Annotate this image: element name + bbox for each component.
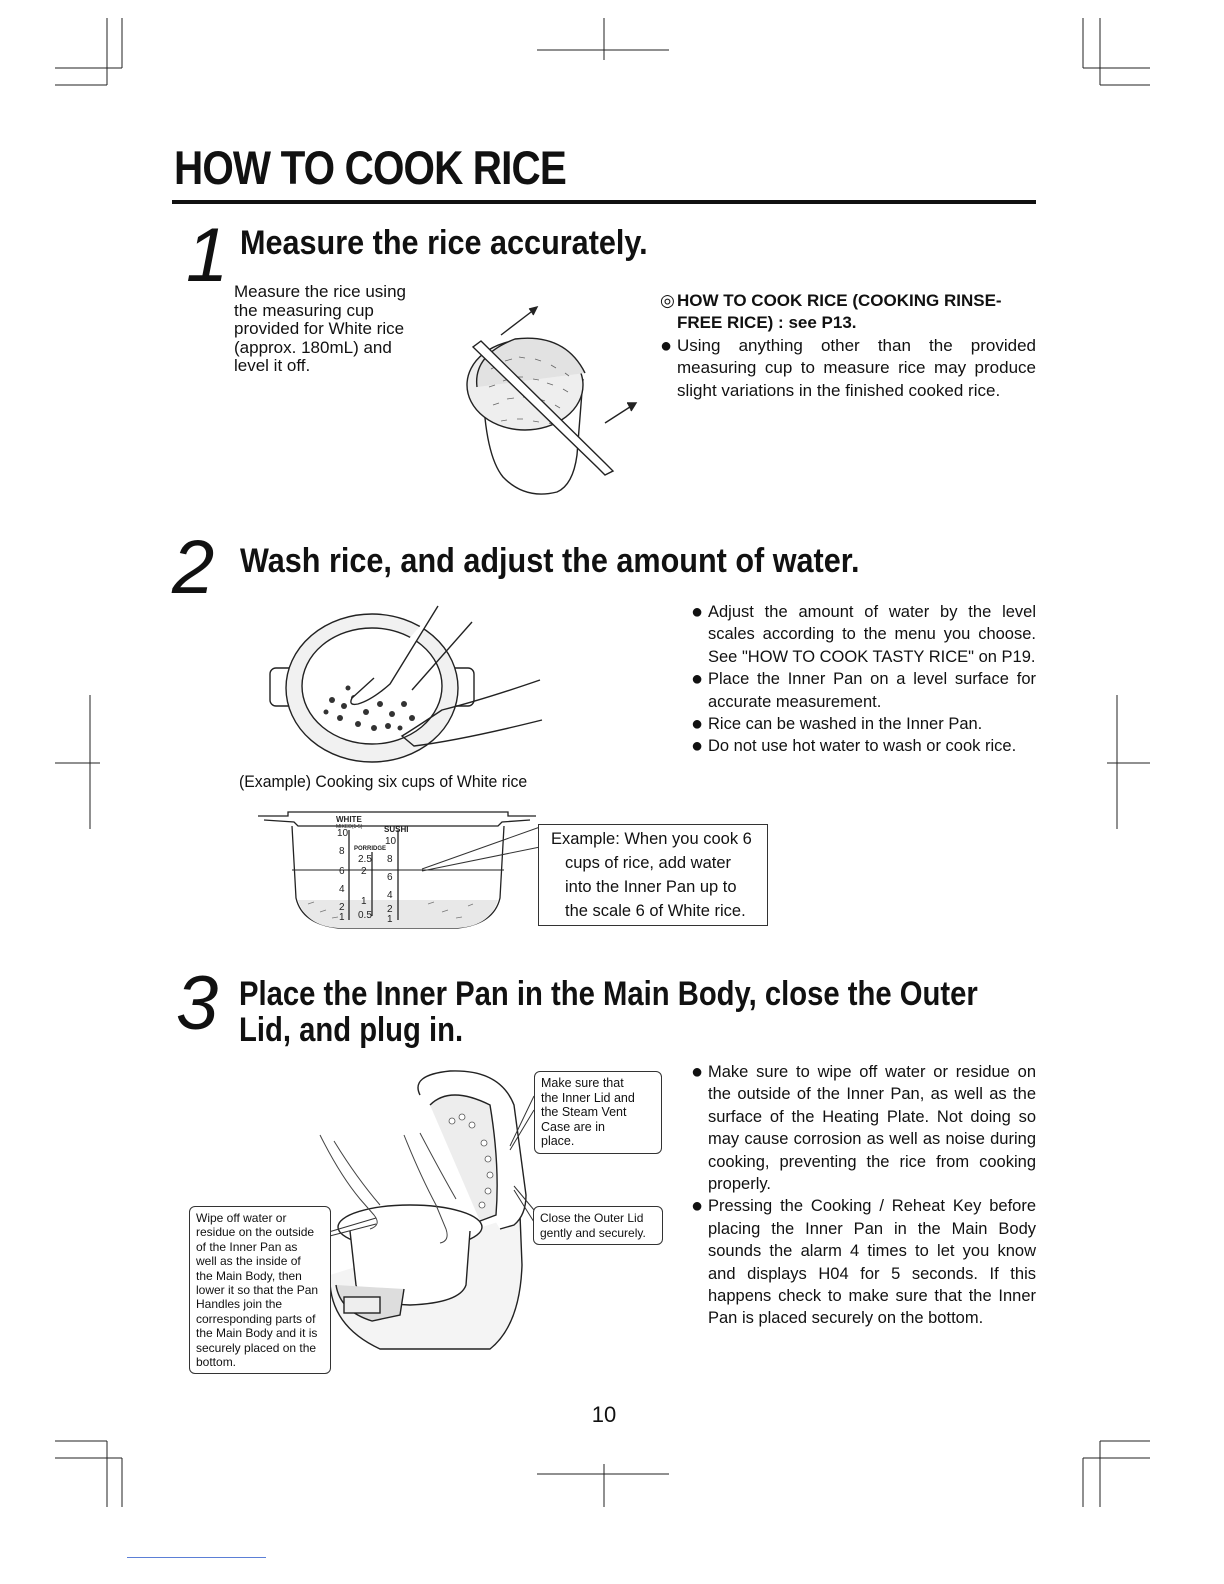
step-2-bullet-list <box>691 601 1036 758</box>
step-2-number: 2 <box>172 525 215 610</box>
scale-white-label: WHITE <box>336 815 362 824</box>
double-circle-icon: ◎ <box>660 291 675 310</box>
list-item: ● Do not use hot water to wash or cook rice. <box>691 735 1017 758</box>
bullet-icon: ● <box>691 668 704 691</box>
step-2-notes <box>691 601 1036 758</box>
scale-tick: 1 <box>339 912 345 923</box>
example-leader-line <box>420 825 542 875</box>
scale-sushi-label: SUSHI <box>384 825 409 834</box>
step-3-bullet-list <box>691 1061 1036 1330</box>
page-number: 10 <box>591 1402 617 1427</box>
scale-tick: 4 <box>387 890 393 901</box>
step-2-heading: Wash rice, and adjust the amount of water. <box>240 542 860 580</box>
scale-tick: 1 <box>361 896 367 907</box>
bullet-icon: ● <box>691 601 704 623</box>
list-item: ● Pressing the Cooking / Reheat Key before placing the Inner Pan in the Main Body sounds the alarm 4 times to let you know and displays H04 for 5 seconds. If this happens check to make sure that the Inner Pan is placed securely on the bottom. <box>691 1195 1036 1328</box>
scale-tick: 4 <box>339 884 345 895</box>
outer-lid-callout: Close the Outer Lid gently and securely. <box>533 1206 663 1245</box>
step-1-heading: Measure the rice accurately. <box>240 224 648 262</box>
scale-tick: 2 <box>361 866 367 877</box>
step-1-notes <box>660 290 1036 402</box>
bullet-icon: ● <box>691 1195 704 1218</box>
step-2-caption: (Example) Cooking six cups of White rice <box>239 772 528 791</box>
footer-link-underline <box>127 1557 266 1558</box>
scale-white-sub: MIXED(1-5) <box>336 824 363 830</box>
title-rule <box>172 200 1036 204</box>
scale-tick: 8 <box>387 854 393 865</box>
bullet-icon: ● <box>691 713 704 736</box>
scale-porridge-label: PORRIDGE <box>354 846 387 852</box>
scale-tick: 1 <box>387 914 393 925</box>
step-1-number: 1 <box>186 213 229 298</box>
list-item: ● Make sure to wipe off water or residue on the outside of the Inner Pan, as well as the surface of the Heating Plate. Not doing so may cause corrosion as well as noise during cooking, preventing the rice from cooking properly. <box>691 1061 1036 1194</box>
scale-tick: 6 <box>339 866 345 877</box>
list-item: ● Adjust the amount of water by the level scales according to the menu you choose. See "HOW TO COOK TASTY RICE" on P19. <box>691 601 1036 666</box>
step-1-instruction: Measure the rice using the measuring cup provided for White rice (approx. 180mL) and level it off. <box>234 282 406 376</box>
step-3-notes <box>691 1061 1036 1330</box>
scale-tick: 2 <box>387 904 393 915</box>
page-title: HOW TO COOK RICE <box>174 141 566 194</box>
list-item: ● Rice can be washed in the Inner Pan. <box>691 713 983 736</box>
bullet-icon: ● <box>691 1061 704 1083</box>
scale-tick: 10 <box>385 836 397 847</box>
step-3-number: 3 <box>176 961 219 1046</box>
washing-rice-illustration <box>262 600 552 780</box>
scale-tick: 2.5 <box>358 854 372 865</box>
inner-lid-callout: Make sure that the Inner Lid and the Steam Vent Case are in place. <box>534 1071 662 1154</box>
scale-tick: 8 <box>339 846 345 857</box>
list-item: ● Using anything other than the provided measuring cup to measure rice may produce slight variations in the finished cooked rice. <box>660 334 1036 400</box>
wipe-callout: Wipe off water or residue on the outside of the Inner Pan as well as the inside of the Main Body, then lower it so that the Pan Handles join the corresponding parts of the Main Body and it is securely placed on the bottom. <box>189 1206 331 1374</box>
scale-tick: 6 <box>387 872 393 883</box>
list-item: ● Place the Inner Pan on a level surface for accurate measurement. <box>691 668 1036 711</box>
bullet-icon: ● <box>691 735 704 758</box>
bullet-icon: ● <box>660 334 673 357</box>
scale-tick: 10 <box>337 828 349 839</box>
measuring-cup-illustration <box>455 295 655 505</box>
step-2-example-box: Example: When you cook 6 cups of rice, add water into the Inner Pan up to the scale 6 of White rice. <box>538 824 768 926</box>
rinse-free-reference: ◎ HOW TO COOK RICE (COOKING RINSE- FREE RICE) : see P13. <box>660 291 1002 333</box>
scale-tick: 0.5 <box>358 910 372 921</box>
scale-tick: 2 <box>339 902 345 913</box>
step-3-heading: Place the Inner Pan in the Main Body, close the Outer Lid, and plug in. <box>239 975 978 1049</box>
step-1-bullet-list <box>660 335 1036 402</box>
